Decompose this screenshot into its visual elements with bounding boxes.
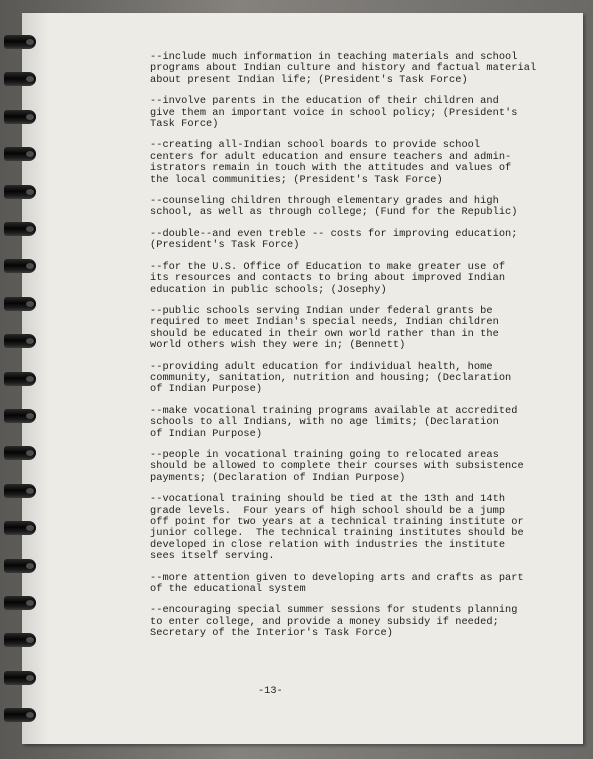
list-item: --include much information in teaching materials and school programs about Indian culture and history and factual about present Indian life; (President's Task Force)	[150, 51, 518, 86]
binding-hole	[26, 114, 34, 120]
binding-hole	[26, 76, 34, 82]
binding-coil	[4, 71, 36, 87]
binding-hole	[26, 263, 34, 269]
list-item: --people in vocational training going to relocated areas should be allowed to complete their courses with subsistence payments; (Declaration of Indian Purpose)	[150, 448, 524, 484]
binding-hole	[26, 376, 34, 382]
binding-hole	[26, 600, 34, 606]
list-item: --make vocational training programs available at accredited schools to all Indians, with no age limits; (Declaration of Indian Purpose)	[150, 404, 518, 440]
binding-coil	[4, 408, 36, 424]
binding-hole	[26, 488, 34, 494]
spiral-binding	[0, 0, 40, 759]
binding-coil	[4, 258, 36, 274]
binding-coil	[4, 707, 36, 723]
list-item: --encouraging special summer sessions for students planning to enter college, and provide a money subsidy if needed; Secretary of the Interior's Task Force)	[150, 604, 518, 640]
binding-coil	[4, 595, 36, 611]
binding-coil	[4, 670, 36, 686]
binding-coil	[4, 632, 36, 648]
list-item: --vocational training should be tied at the 13th and 14th grade levels. Four years of high school should be a jump off point for two years at a technical training institute junior college. The technical training institutes should developed in close relation with industries the institute sees itself serving.	[150, 493, 506, 563]
binding-hole	[26, 189, 34, 195]
binding-coil	[4, 296, 36, 312]
binding-hole	[26, 637, 34, 643]
document-body	[150, 51, 524, 650]
page-number: -13-	[258, 685, 283, 697]
binding-coil	[4, 483, 36, 499]
binding-coil	[4, 34, 36, 50]
binding-hole	[26, 450, 34, 456]
list-item: --for the U.S. Office of Education to make greater use of its resources and contacts to bring about improved Indian education in public schools; (Josephy)	[150, 260, 506, 296]
list-item: --counseling children through elementary grades and high school, as well as through college; (Fund for the Republic)	[150, 195, 518, 219]
binding-hole	[26, 226, 34, 232]
binding-hole	[26, 525, 34, 531]
binding-coil	[4, 333, 36, 349]
binding-coil	[4, 184, 36, 200]
binding-coil	[4, 558, 36, 574]
binding-coil	[4, 221, 36, 237]
binding-hole	[26, 151, 34, 157]
binding-hole	[26, 712, 34, 718]
binding-hole	[26, 338, 34, 344]
binding-coil	[4, 520, 36, 536]
list-item: --more attention given to developing arts and crafts as of the educational system	[150, 571, 493, 596]
binding-hole	[26, 675, 34, 681]
binding-coil	[4, 445, 36, 461]
list-item: --public schools serving Indian under federal grants be required to meet Indian's special needs, Indian children should be educated in their own world rather than in the world others wish they were in; (Bennett)	[150, 304, 499, 352]
binding-hole	[26, 413, 34, 419]
list-item: --involve parents in the education of their children and give them an important voice in school policy; (President's Task Force)	[150, 95, 518, 131]
list-item: --providing adult education for individual health, home community, sanitation, nutrition and housing; (Declaration of Indian Purpose)	[150, 360, 512, 396]
binding-coil	[4, 146, 36, 162]
binding-hole	[26, 301, 34, 307]
binding-coil	[4, 109, 36, 125]
binding-coil	[4, 371, 36, 387]
list-item: --creating all-Indian school boards to provide school centers for adult education and ensure teachers and admin- istrators remain in touch with the attitudes and values of the local communities; (President's Task Force)	[150, 139, 512, 186]
binding-hole	[26, 563, 34, 569]
binding-hole	[26, 39, 34, 45]
list-item: --double--and even treble -- costs for improving education; (President's Task Force)	[150, 227, 518, 252]
